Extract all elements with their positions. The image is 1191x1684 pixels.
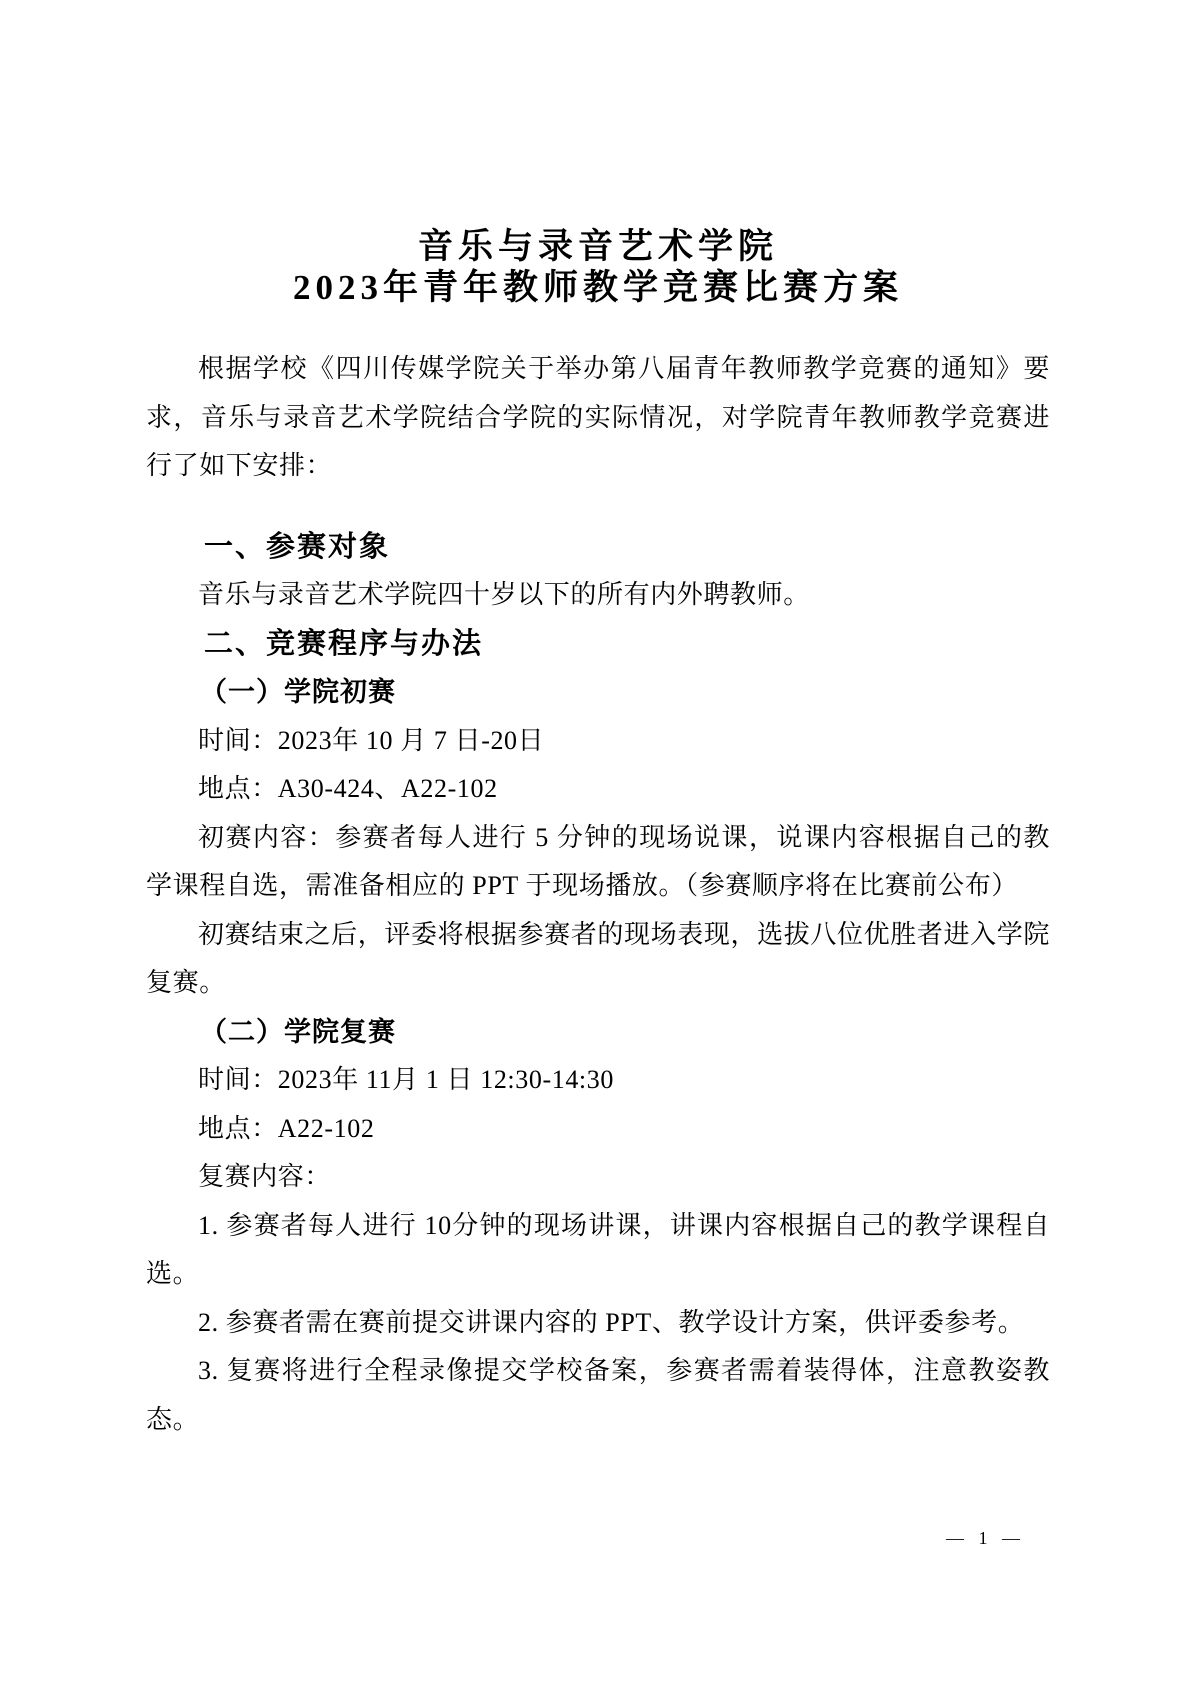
semifinal-round-heading: （二）学院复赛 — [200, 1016, 396, 1047]
semifinal-place: 地点：A22-102 — [198, 1113, 375, 1143]
section-2-heading: 二、竞赛程序与办法 — [204, 627, 484, 660]
semifinal-content-label: 复赛内容： — [198, 1162, 332, 1191]
preliminary-place: 地点：A30-424、A22-102 — [198, 774, 498, 803]
semifinal-time: 时间：2023年 11月 1 日 12:30-14:30 — [198, 1065, 614, 1094]
title-line-1: 音乐与录音艺术学院 — [417, 227, 778, 266]
semifinal-item-2: 2. 参赛者需在赛前提交讲课内容的 PPT、教学设计方案，供评委参考。 — [198, 1307, 1025, 1337]
intro-paragraph: 根据学校《四川传媒学院关于举办第八届青年教师教学竞赛的通知》要求，音乐与录音艺术学院结合学院的实际情况，对学院青年教师教学竞赛进行了如下安排： — [146, 354, 1050, 480]
preliminary-result: 初赛结束之后，评委将根据参赛者的现场表现，选拔八位优胜者进入学院复赛。 — [146, 919, 1050, 997]
document-content — [146, 226, 1050, 1444]
preliminary-time: 时间：2023年 10 月 7 日-20日 — [198, 725, 545, 755]
preliminary-content: 初赛内容：参赛者每人进行 5 分钟的现场说课，说课内容根据自己的教学课程自选，需准备相应的 PPT 于现场播放。（参赛顺序将在比赛前公布） — [146, 822, 1050, 900]
page-number: — 1 — — [946, 1528, 1022, 1548]
title-line-2: 2023年青年教师教学竞赛比赛方案 — [292, 268, 903, 307]
section-1-body: 音乐与录音艺术学院四十岁以下的所有内外聘教师。 — [198, 580, 810, 609]
semifinal-item-3: 3. 复赛将进行全程录像提交学校备案，参赛者需着装得体，注意教姿教态。 — [146, 1356, 1050, 1434]
section-1-heading: 一、参赛对象 — [204, 530, 391, 563]
preliminary-round-heading: （一）学院初赛 — [200, 677, 396, 707]
semifinal-item-1: 1. 参赛者每人进行 10分钟的现场讲课，讲课内容根据自己的教学课程自选。 — [146, 1210, 1050, 1288]
document-title — [146, 226, 1050, 308]
